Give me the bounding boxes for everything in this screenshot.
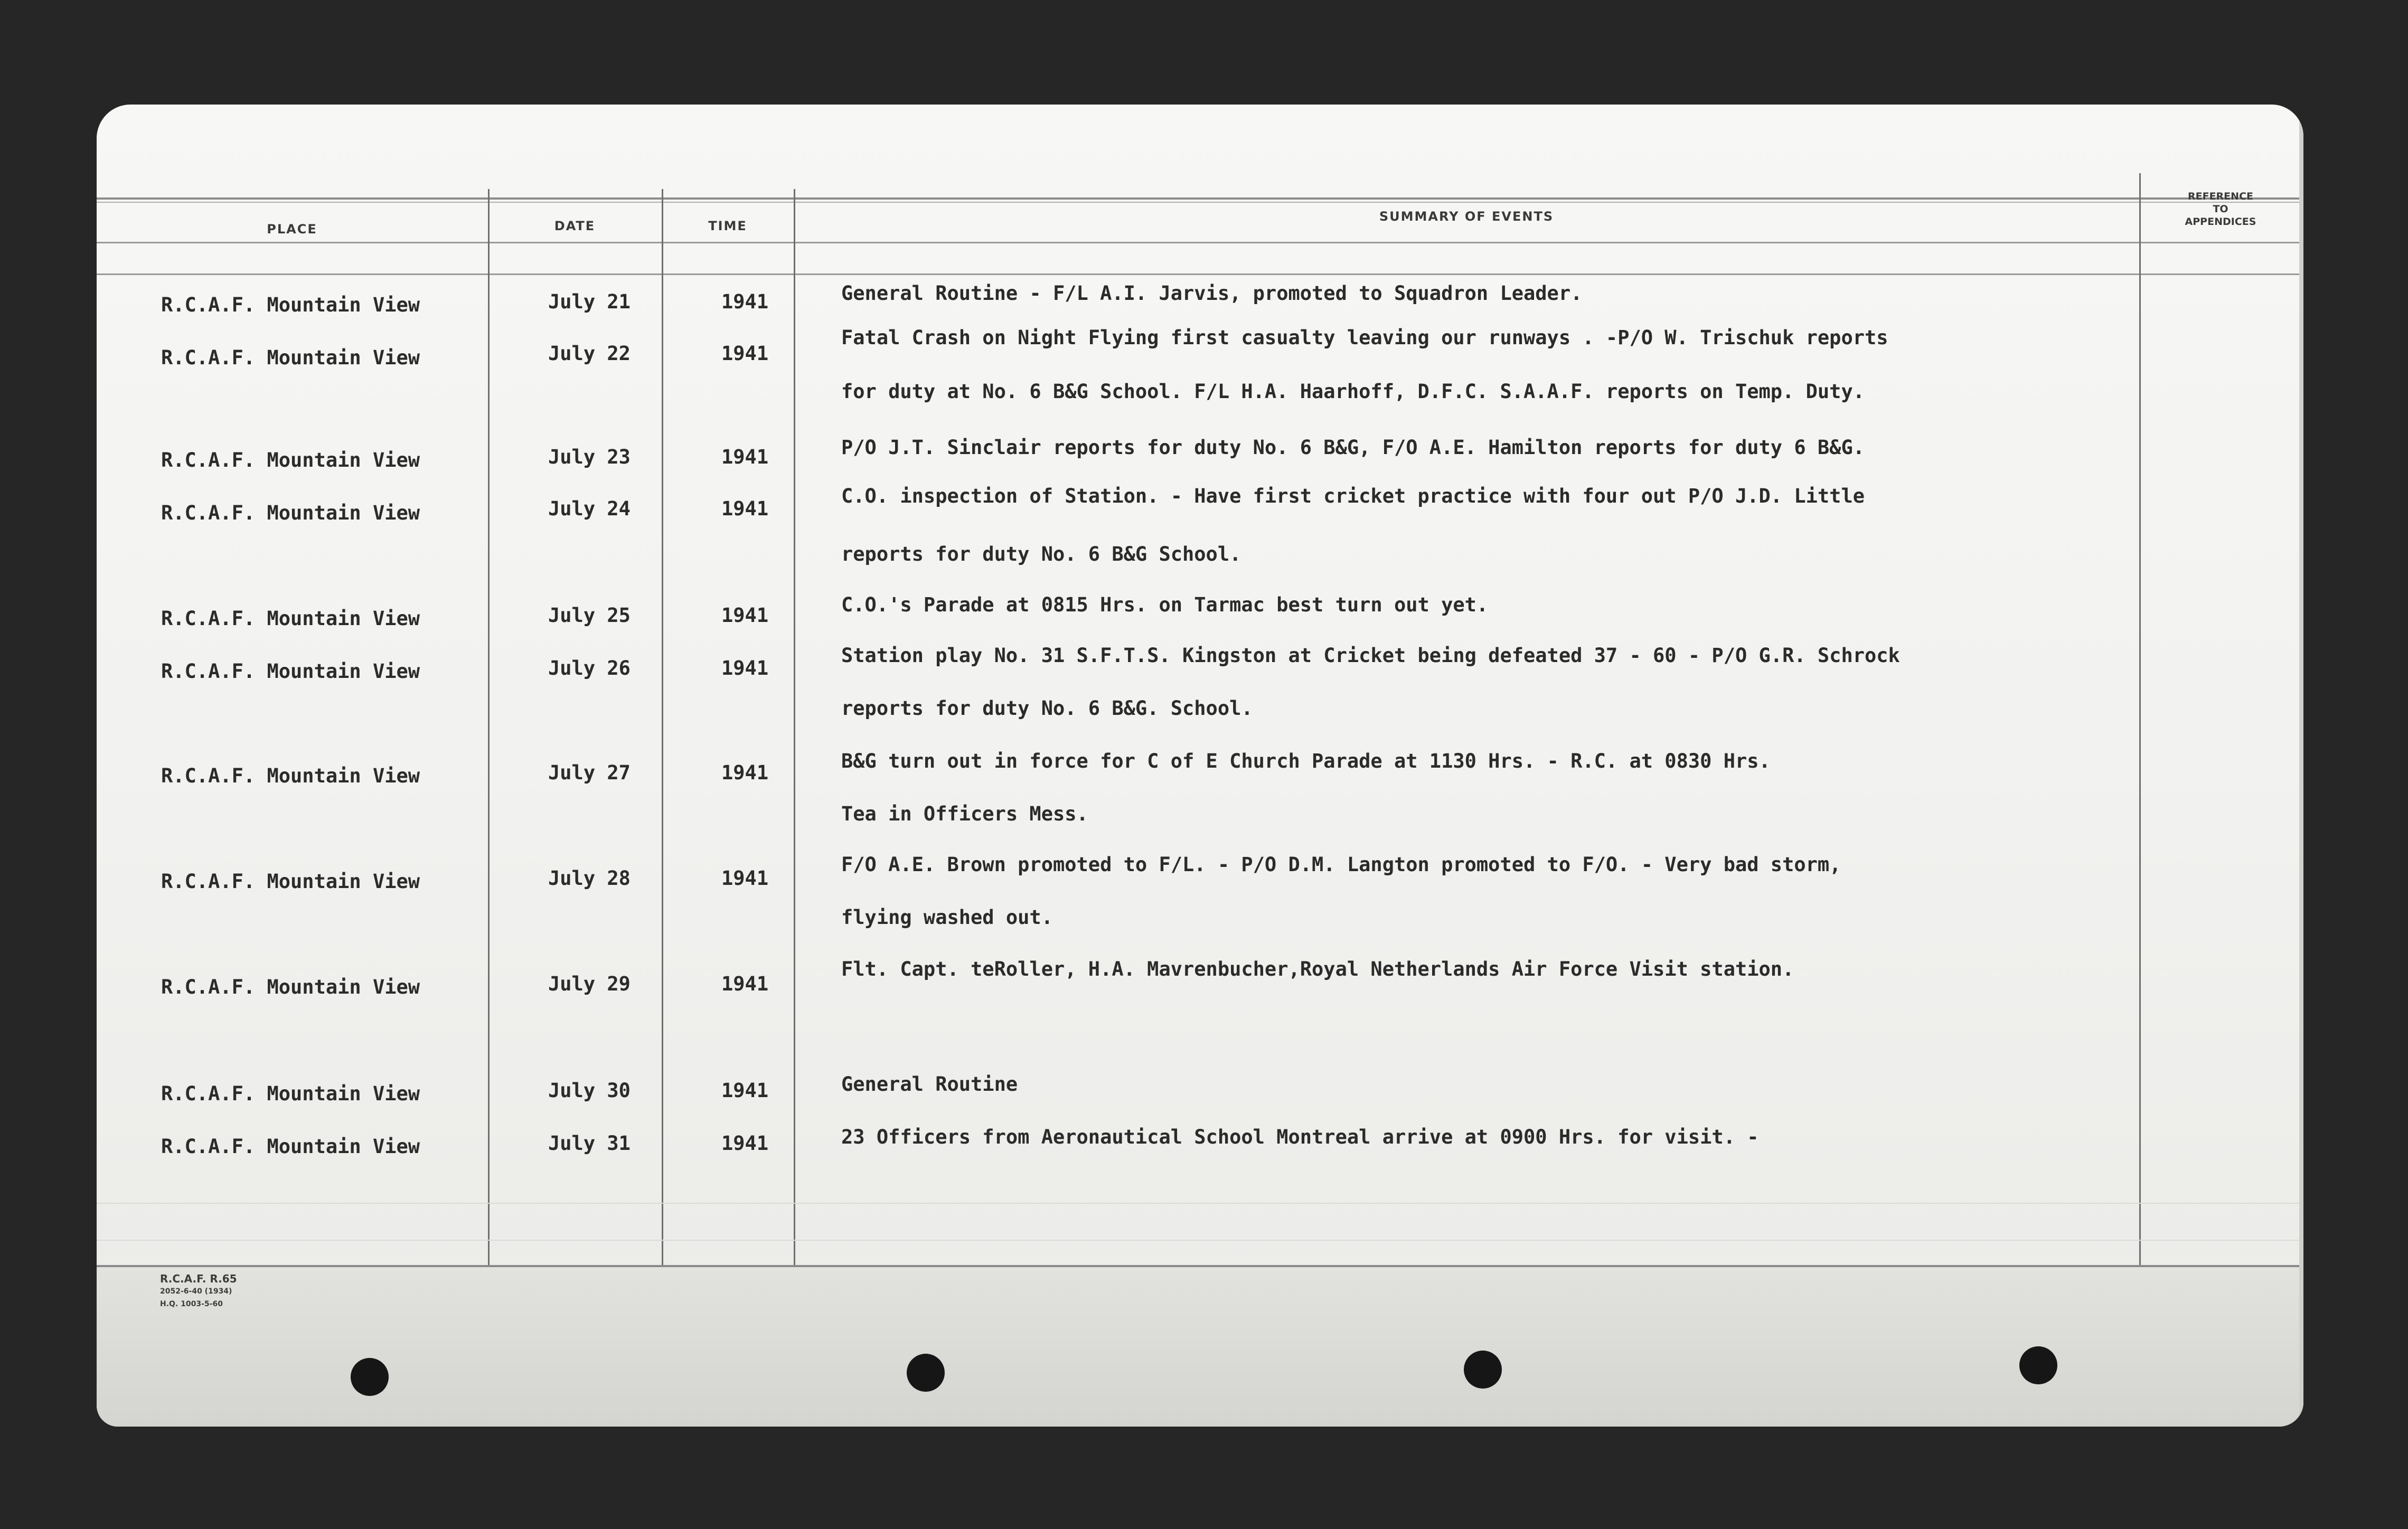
summary-cell: Tea in Officers Mess. <box>841 803 1088 825</box>
summary-cell: General Routine <box>841 1073 1018 1096</box>
punch-hole <box>907 1354 945 1392</box>
reference-label-line-1: REFERENCE <box>2187 191 2253 202</box>
summary-cell: P/O J.T. Sinclair reports for duty No. 6 B&G, F/O A.E. Hamilton reports for duty 6 B&G. <box>841 436 1865 459</box>
date-cell: July 29 <box>548 973 631 995</box>
summary-cell: B&G turn out in force for C of E Church Parade at 1130 Hrs. - R.C. at 0830 Hrs. <box>841 750 1771 772</box>
summary-cell: F/O A.E. Brown promoted to F/L. - P/O D.M. Langton promoted to F/O. - Very bad storm, <box>841 853 1841 876</box>
date-cell: July 23 <box>548 446 631 468</box>
reference-label-line-2: TO <box>2213 203 2228 215</box>
punch-hole <box>1464 1351 1502 1389</box>
header-top-rule <box>97 197 2303 200</box>
column-header-date: DATE <box>554 219 596 233</box>
date-cell: July 26 <box>548 657 631 679</box>
punch-hole <box>2019 1346 2057 1384</box>
header-top-rule-2 <box>97 202 2303 203</box>
summary-cell: for duty at No. 6 B&G School. F/L H.A. Haarhoff, D.F.C. S.A.A.F. reports on Temp. Duty. <box>841 380 1865 403</box>
place-cell: R.C.A.F. Mountain View <box>161 976 420 998</box>
place-cell: R.C.A.F. Mountain View <box>161 660 420 683</box>
summary-cell: C.O. inspection of Station. - Have first cricket practice with four out P/O J.D. Little <box>841 485 1865 507</box>
time-cell: 1941 <box>721 290 769 313</box>
time-cell: 1941 <box>721 657 769 679</box>
place-cell: R.C.A.F. Mountain View <box>161 502 420 524</box>
column-header-reference <box>2141 190 2300 228</box>
time-cell: 1941 <box>721 867 769 890</box>
date-cell: July 21 <box>548 290 631 313</box>
date-cell: July 24 <box>548 497 631 520</box>
time-cell: 1941 <box>721 604 769 627</box>
form-code-line-2: 2052-6-40 (1934) <box>160 1287 232 1296</box>
summary-cell: flying washed out. <box>841 906 1053 929</box>
column-rule-place <box>488 189 490 1351</box>
time-cell: 1941 <box>721 342 769 365</box>
place-cell: R.C.A.F. Mountain View <box>161 449 420 471</box>
ruled-line <box>97 1203 2303 1204</box>
column-header-place: PLACE <box>267 222 317 237</box>
column-rule-time <box>794 189 795 1351</box>
summary-cell: reports for duty No. 6 B&G School. <box>841 543 1241 565</box>
summary-cell: Station play No. 31 S.F.T.S. Kingston at Cricket being defeated 37 - 60 - P/O G.R. Schrock <box>841 644 1900 667</box>
column-rule-date <box>662 189 663 1351</box>
form-code <box>160 1272 237 1310</box>
column-header-summary: SUMMARY OF EVENTS <box>1379 209 1554 224</box>
punch-hole <box>351 1358 389 1396</box>
date-cell: July 30 <box>548 1079 631 1102</box>
form-footer <box>97 1265 2303 1427</box>
place-cell: R.C.A.F. Mountain View <box>161 346 420 369</box>
summary-cell: Fatal Crash on Night Flying first casualty leaving our runways . -P/O W. Trischuk reports <box>841 326 1888 349</box>
header-bottom-rule-2 <box>97 273 2303 275</box>
summary-cell: Flt. Capt. teRoller, H.A. Mavrenbucher,Royal Netherlands Air Force Visit station. <box>841 958 1794 980</box>
ruled-line <box>97 1240 2303 1241</box>
time-cell: 1941 <box>721 446 769 468</box>
place-cell: R.C.A.F. Mountain View <box>161 294 420 316</box>
place-cell: R.C.A.F. Mountain View <box>161 1082 420 1105</box>
place-cell: R.C.A.F. Mountain View <box>161 1135 420 1158</box>
time-cell: 1941 <box>721 1132 769 1155</box>
time-cell: 1941 <box>721 1079 769 1102</box>
summary-cell: reports for duty No. 6 B&G. School. <box>841 697 1253 720</box>
form-code-line-1: R.C.A.F. R.65 <box>160 1272 237 1285</box>
summary-cell: 23 Officers from Aeronautical School Montreal arrive at 0900 Hrs. for visit. - <box>841 1126 1759 1148</box>
time-cell: 1941 <box>721 761 769 784</box>
footer-rule <box>97 1265 2303 1267</box>
time-cell: 1941 <box>721 973 769 995</box>
reference-label-line-3: APPENDICES <box>2185 216 2256 228</box>
date-cell: July 22 <box>548 342 631 365</box>
date-cell: July 25 <box>548 604 631 627</box>
form-code-line-3: H.Q. 1003-5-60 <box>160 1300 223 1308</box>
header-bottom-rule <box>97 242 2303 243</box>
time-cell: 1941 <box>721 497 769 520</box>
date-cell: July 27 <box>548 761 631 784</box>
date-cell: July 28 <box>548 867 631 890</box>
date-cell: July 31 <box>548 1132 631 1155</box>
column-header-time: TIME <box>708 219 747 233</box>
column-rule-summary <box>2139 173 2141 1335</box>
place-cell: R.C.A.F. Mountain View <box>161 870 420 893</box>
place-cell: R.C.A.F. Mountain View <box>161 607 420 630</box>
summary-cell: General Routine - F/L A.I. Jarvis, promoted to Squadron Leader. <box>841 282 1583 305</box>
summary-cell: C.O.'s Parade at 0815 Hrs. on Tarmac best turn out yet. <box>841 593 1489 616</box>
place-cell: R.C.A.F. Mountain View <box>161 764 420 787</box>
diary-sheet <box>97 105 2303 1427</box>
